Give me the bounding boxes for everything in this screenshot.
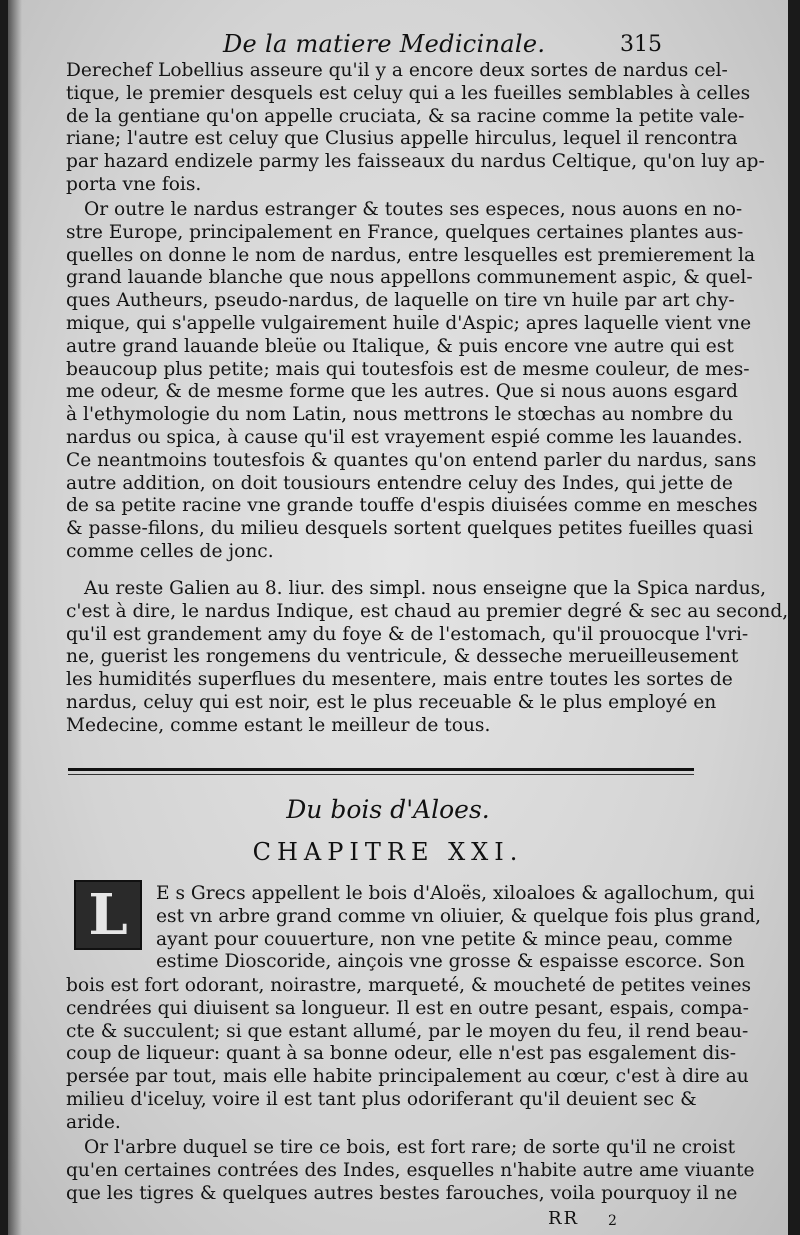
paragraph-4 xyxy=(66,975,751,1135)
section-title: Du bois d'Aloes. xyxy=(286,795,490,824)
paragraph-5 xyxy=(66,1137,755,1205)
text-line: de la gentiane qu'on appelle cruciata, & sa racine comme la petite vale- xyxy=(66,105,745,127)
text-line: comme celles de jonc. xyxy=(66,540,274,562)
text-line: nardus ou spica, à cause qu'il est vrayement espié comme les lauandes. xyxy=(66,426,743,448)
ornamental-dropcap xyxy=(74,880,142,950)
text-line: c'est à dire, le nardus Indique, est chaud au premier degré & sec au second, xyxy=(66,600,789,622)
text-line: Or outre le nardus estranger & toutes ses especes, nous auons en no- xyxy=(84,199,743,220)
text-line: nardus, celuy qui est noir, est le plus receuable & le plus employé en xyxy=(66,691,717,713)
text-line: estime Dioscoride, ainçois vne grosse & espaisse escorce. Son xyxy=(156,951,745,973)
text-line: que les tigres & quelques autres bestes farouches, voila pourquoy il ne xyxy=(66,1182,738,1204)
text-line: ayant pour couuerture, non vne petite & mince peau, comme xyxy=(156,928,733,950)
text-line: Medecine, comme estant le meilleur de tous. xyxy=(66,714,491,736)
paragraph-2 xyxy=(66,199,758,564)
text-line: Au reste Galien au 8. liur. des simpl. nous enseigne que la Spica nardus, xyxy=(84,578,767,599)
text-line: riane; l'autre est celuy que Clusius appelle hirculus, lequel il rencontra xyxy=(66,128,738,150)
dropcap-letter: L xyxy=(88,882,128,948)
text-line: par hazard endizele parmy les faisseaux du nardus Celtique, qu'on luy ap- xyxy=(66,151,765,173)
text-line: mique, qui s'appelle vulgairement huile d'Aspic; apres laquelle vient vne xyxy=(66,312,752,334)
text-line: cendrées qui diuisent sa longueur. Il est en outre pesant, espais, compa- xyxy=(66,997,749,1019)
text-line: quelles on donne le nom de nardus, entre lesquelles est premierement la xyxy=(66,244,756,266)
text-line: qu'il est grandement amy du foye & de l'estomach, qu'il prouocque l'vri- xyxy=(66,623,749,645)
text-line: Or l'arbre duquel se tire ce bois, est fort rare; de sorte qu'il ne croist xyxy=(84,1137,736,1158)
chapter-heading: CHAPITRE XXI. xyxy=(252,838,524,866)
text-line: tique, le premier desquels est celuy qui a les fueilles semblables à celles xyxy=(66,82,751,104)
text-line: ques Autheurs, pseudo-nardus, de laquelle on tire vn huile par art chy- xyxy=(66,290,735,312)
text-line: de sa petite racine vne grande touffe d'espis diuisées comme en mesches xyxy=(66,495,758,517)
book-page xyxy=(8,0,788,1235)
text-line: ne, guerist les rongemens du ventricule, & desseche merueilleusement xyxy=(66,646,739,668)
text-line: milieu d'iceluy, voire il est tant plus odoriferant qu'il deuient sec & xyxy=(66,1088,697,1110)
section-rule-thin xyxy=(68,774,694,775)
text-line: porta vne fois. xyxy=(66,173,202,195)
text-line: à l'ethymologie du nom Latin, nous mettrons le stœchas au nombre du xyxy=(66,404,734,426)
text-line: Ce neantmoins toutesfois & quantes qu'on entend parler du nardus, sans xyxy=(66,449,757,471)
catchword: RR xyxy=(548,1208,580,1229)
text-line: coup de liqueur: quant à sa bonne odeur, elle n'est pas esgalement dis- xyxy=(66,1043,737,1065)
signature-mark: 2 xyxy=(608,1213,617,1229)
text-line: aride. xyxy=(66,1111,121,1133)
page-header xyxy=(8,30,788,56)
text-line: qu'en certaines contrées des Indes, esquelles n'habite autre ame viuante xyxy=(66,1159,755,1181)
text-line: cte & succulent; si que estant allumé, par le moyen du feu, il rend beau- xyxy=(66,1020,749,1042)
running-title: De la matiere Medicinale. xyxy=(223,30,546,58)
text-line: bois est fort odorant, noirastre, marqueté, & moucheté de petites veines xyxy=(66,975,751,996)
text-line: persée par tout, mais elle habite principalement au cœur, c'est à dire au xyxy=(66,1066,749,1088)
text-line: est vn arbre grand comme vn oliuier, & quelque fois plus grand, xyxy=(156,905,762,927)
text-line: autre addition, on doit tousiours entendre celuy des Indes, qui jette de xyxy=(66,472,733,494)
text-line: E s Grecs appellent le bois d'Aloës, xiloaloes & agallochum, qui xyxy=(156,883,755,904)
paragraph-1 xyxy=(66,60,765,197)
text-line: me odeur, & de mesme forme que les autres. Que si nous auons esgard xyxy=(66,381,738,403)
section-rule xyxy=(68,768,694,771)
paragraph-3 xyxy=(66,578,789,738)
page-number: 315 xyxy=(620,32,662,57)
text-line: grand lauande blanche que nous appellons communement aspic, & quel- xyxy=(66,267,753,289)
gutter-shadow xyxy=(8,0,22,1235)
text-line: stre Europe, principalement en France, quelques certaines plantes aus- xyxy=(66,221,744,243)
text-line: les humidités superflues du mesentere, mais entre toutes les sortes de xyxy=(66,669,733,691)
text-line: beaucoup plus petite; mais qui toutesfois est de mesme couleur, de mes- xyxy=(66,358,750,380)
text-line: Derechef Lobellius asseure qu'il y a encore deux sortes de nardus cel- xyxy=(66,60,728,81)
text-line: & passe-filons, du milieu desquels sortent quelques petites fueilles quasi xyxy=(66,518,754,540)
paragraph-4-indented xyxy=(156,883,762,974)
text-line: autre grand lauande bleüe ou Italique, & puis encore vne autre qui est xyxy=(66,335,734,357)
